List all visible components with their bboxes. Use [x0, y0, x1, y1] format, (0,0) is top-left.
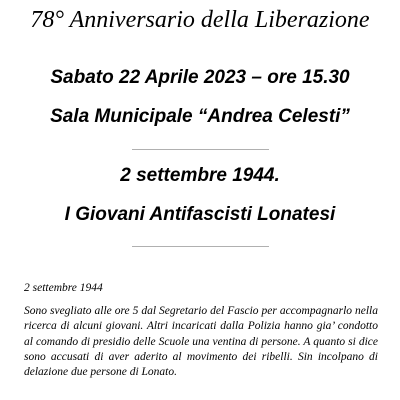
section-title: I Giovani Antifascisti Lonatesi — [64, 204, 336, 225]
section-date: 2 settembre 1944. — [120, 165, 280, 186]
divider — [132, 149, 269, 150]
event-location: Sala Municipale “Andrea Celesti” — [50, 106, 350, 127]
page-title: 78° Anniversario della Liberazione — [30, 7, 370, 33]
body-paragraph: Sono svegliato alle ore 5 dal Segretario del Fascio per accompagnarlo nella ricerca di alcuni giovani. Altri incaricati dalla Polizia hanno gia’ condotto al comando di presidio delle Scuole una ventina di persone. A quanto si dice sono accusati di aver aderito al movimento dei ribelli. Sin incolpano di delazione due persone di Lonato. — [24, 305, 378, 379]
entry-date: 2 settembre 1944 — [24, 282, 103, 294]
divider — [132, 246, 269, 247]
event-datetime: Sabato 22 Aprile 2023 – ore 15.30 — [50, 67, 350, 88]
